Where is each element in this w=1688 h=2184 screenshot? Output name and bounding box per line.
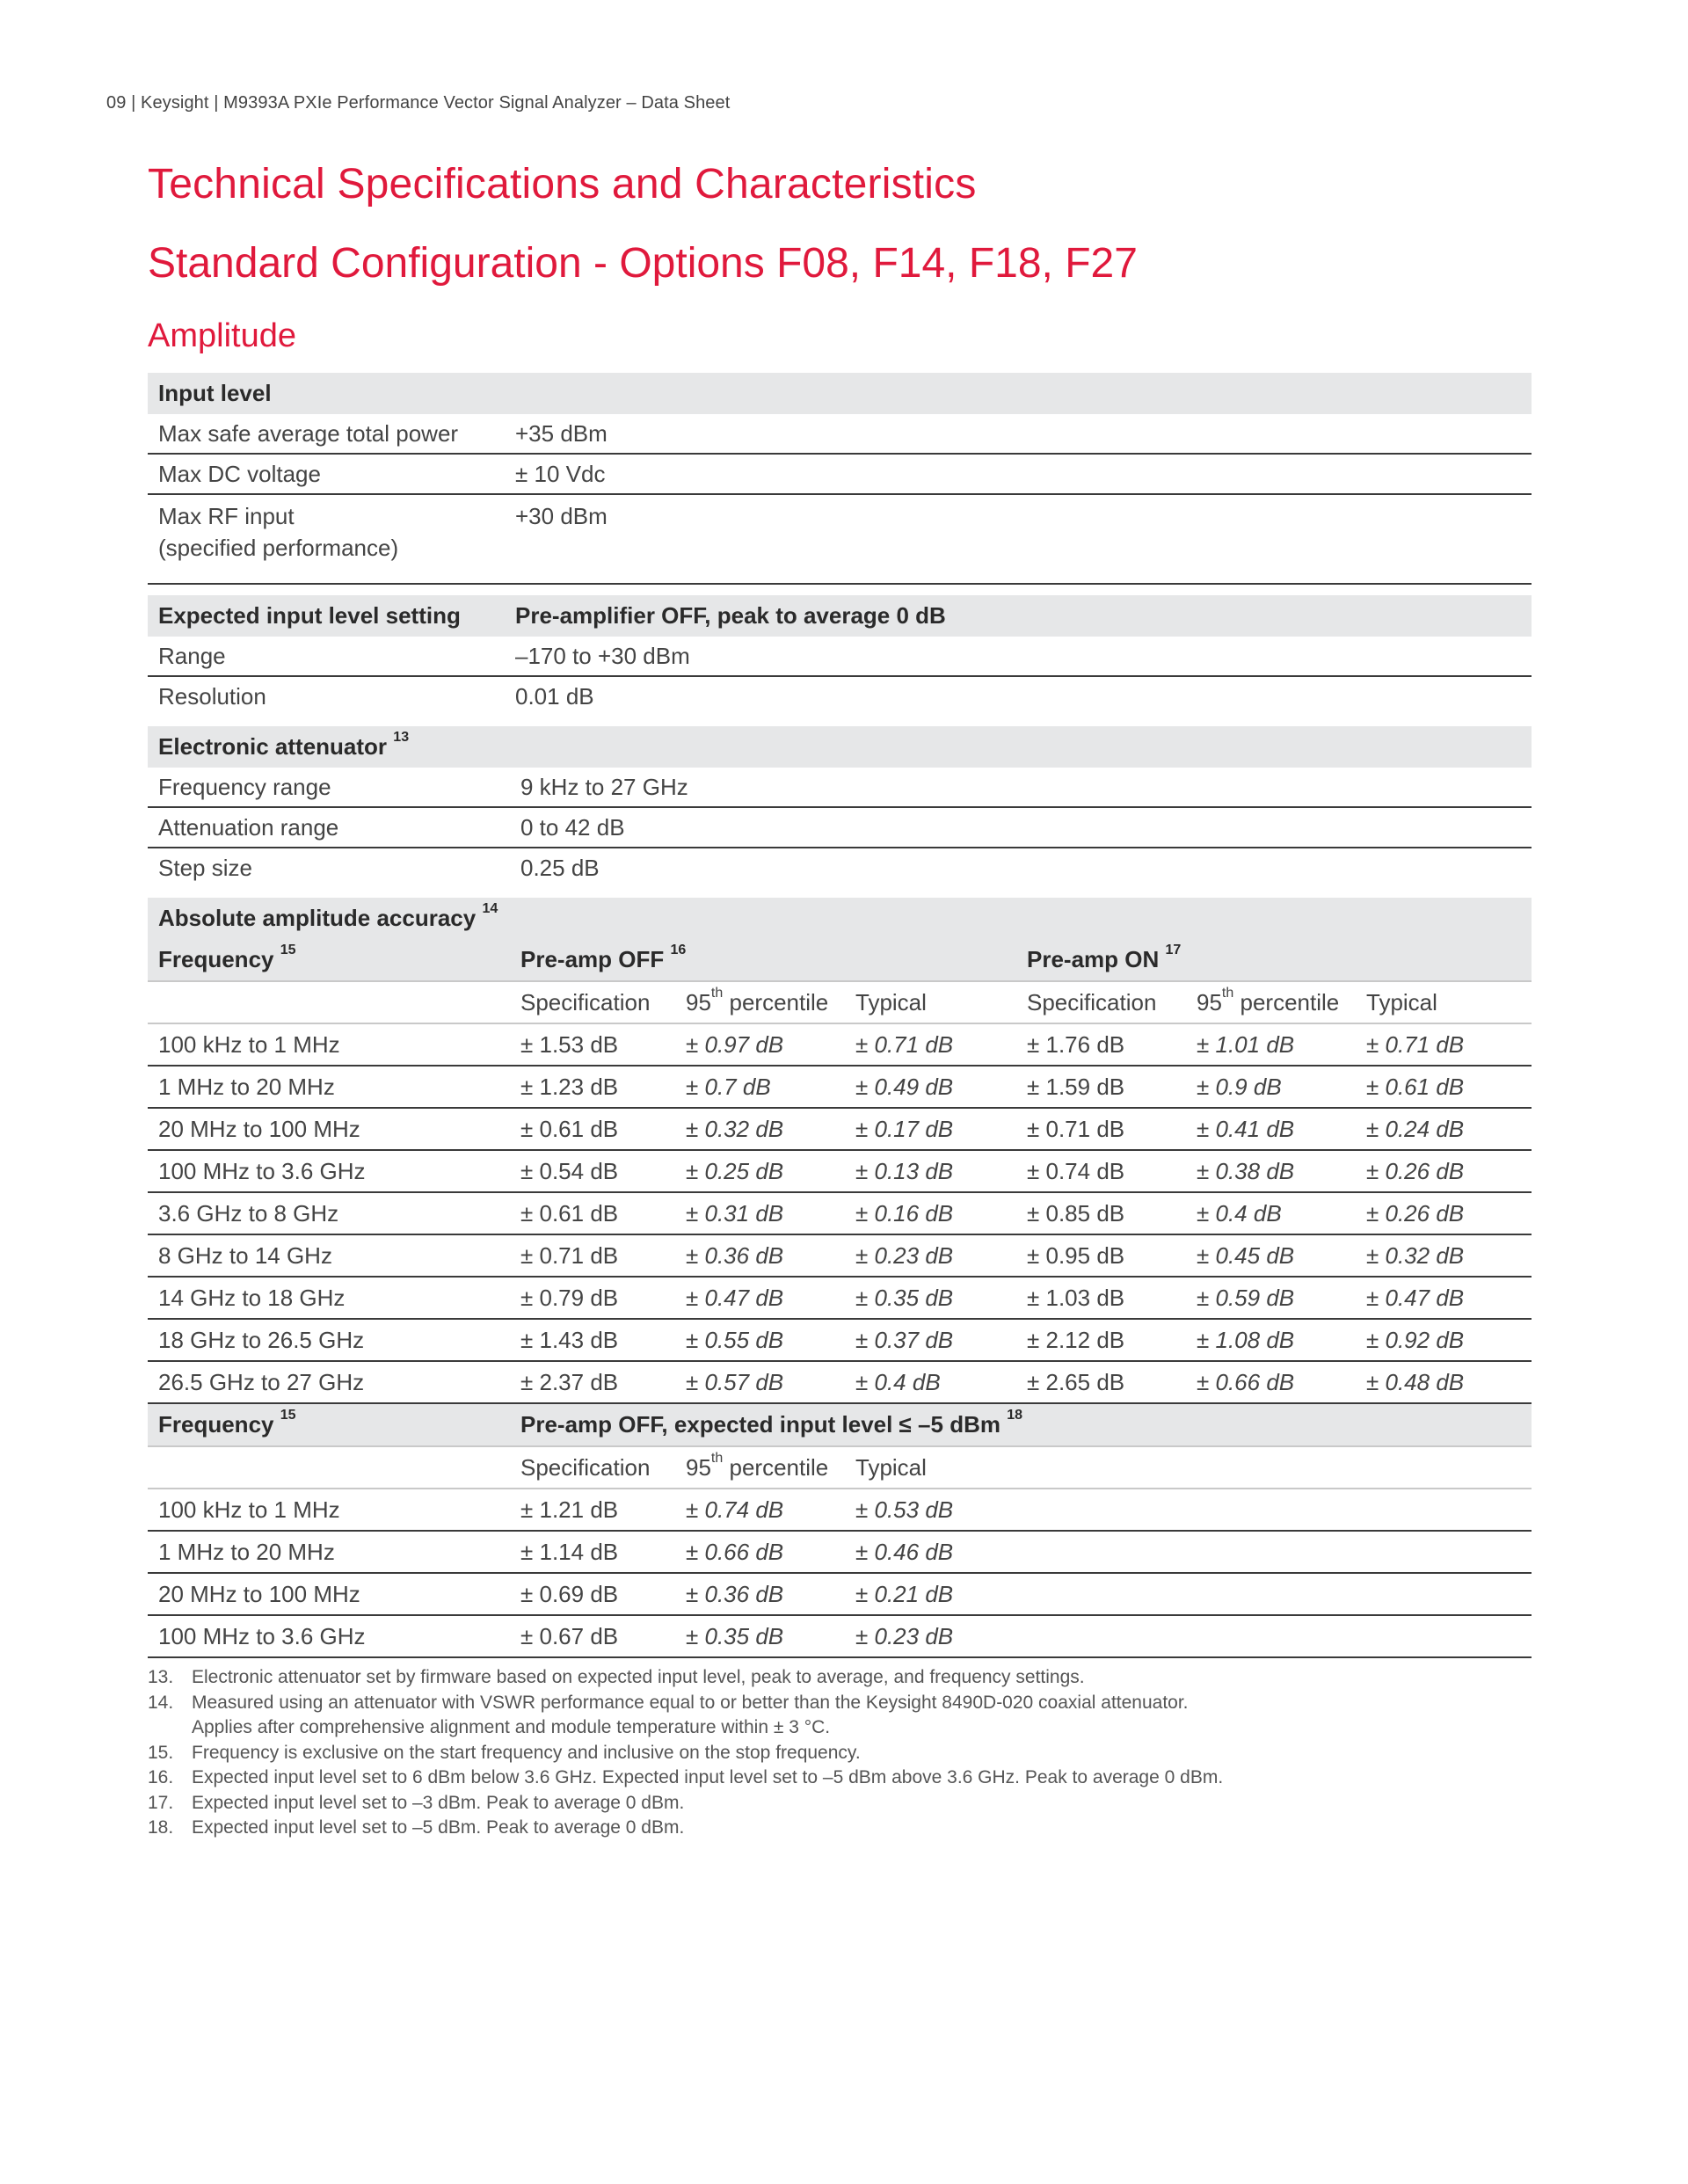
table-row xyxy=(148,414,1532,454)
col-95th-percentile: 95th percentile xyxy=(675,981,845,1023)
footnote-ref: 14 xyxy=(482,901,498,916)
table-row xyxy=(148,494,1532,584)
row-label: Frequency range xyxy=(148,768,505,807)
accuracy-header: Absolute amplitude accuracy $^{14}$ xyxy=(148,898,1532,939)
value-cell: ± 0.38 dB xyxy=(1186,1150,1356,1192)
value-cell: ± 0.79 dB xyxy=(505,1277,675,1319)
frequency-cell: 18 GHz to 26.5 GHz xyxy=(148,1319,505,1361)
table-row xyxy=(148,1234,1532,1277)
value-cell: ± 0.92 dB xyxy=(1356,1319,1532,1361)
value-cell: ± 1.59 dB xyxy=(1016,1066,1186,1108)
row-label-line: Max RF input xyxy=(158,503,295,529)
col-specification: Specification xyxy=(1016,981,1186,1023)
value-cell: ± 1.21 dB xyxy=(505,1489,675,1531)
value-cell: ± 2.65 dB xyxy=(1016,1361,1186,1403)
value-cell: ± 1.03 dB xyxy=(1016,1277,1186,1319)
value-cell: ± 1.43 dB xyxy=(505,1319,675,1361)
table-section-header xyxy=(148,898,1532,939)
table-row xyxy=(148,807,1532,848)
row-value: ± 10 Vdc xyxy=(505,454,1532,494)
accuracy-column-header xyxy=(148,1446,1532,1489)
footnote-ref: 13 xyxy=(393,730,410,745)
frequency-cell: 100 MHz to 3.6 GHz xyxy=(148,1615,505,1657)
col-typical: Typical xyxy=(1356,981,1532,1023)
accuracy-group-header xyxy=(148,939,1532,981)
row-value: –170 to +30 dBm xyxy=(505,637,1532,676)
frequency-cell: 100 MHz to 3.6 GHz xyxy=(148,1150,505,1192)
value-cell: ± 0.74 dB xyxy=(1016,1150,1186,1192)
expected-input-condition: Pre-amplifier OFF, peak to average 0 dB xyxy=(505,595,1532,637)
value-cell: ± 0.54 dB xyxy=(505,1150,675,1192)
footnote: 18. Expected input level set to –5 dBm. Peak to average 0 dBm. xyxy=(148,1817,685,1838)
value-cell: ± 0.36 dB xyxy=(675,1234,845,1277)
footnotes xyxy=(148,1665,1532,1841)
row-value: 0.25 dB xyxy=(520,854,600,881)
value-cell: ± 0.53 dB xyxy=(845,1489,1016,1531)
value-cell: ± 0.55 dB xyxy=(675,1319,845,1361)
value-cell: ± 0.71 dB xyxy=(505,1234,675,1277)
input-level-header: Input level xyxy=(148,373,1532,414)
value-cell: ± 0.36 dB xyxy=(675,1573,845,1615)
frequency-cell: 1 MHz to 20 MHz xyxy=(148,1531,505,1573)
table-section-header xyxy=(148,373,1532,414)
row-value: +30 dBm xyxy=(505,494,1532,584)
value-cell: ± 0.24 dB xyxy=(1356,1108,1532,1150)
expected-input-header: Expected input level setting xyxy=(148,595,505,637)
frequency-cell: 14 GHz to 18 GHz xyxy=(148,1277,505,1319)
value-cell: ± 0.66 dB xyxy=(1186,1361,1356,1403)
page-header: 09 | Keysight | M9393A PXIe Performance Vector Signal Analyzer – Data Sheet xyxy=(106,93,731,113)
accuracy-column-header xyxy=(148,981,1532,1023)
frequency-cell: 20 MHz to 100 MHz xyxy=(148,1573,505,1615)
value-cell: ± 0.23 dB xyxy=(845,1615,1016,1657)
table-row xyxy=(148,676,1532,716)
spec-table xyxy=(148,373,1532,1658)
value-cell: ± 0.37 dB xyxy=(845,1319,1016,1361)
table-row xyxy=(148,1192,1532,1234)
row-label: Range xyxy=(148,637,505,676)
accuracy-rows xyxy=(148,1023,1532,1403)
page-subtitle: Standard Configuration - Options F08, F14, F18, F27 xyxy=(148,240,1138,287)
col-specification: Specification xyxy=(505,981,675,1023)
table-row xyxy=(148,1277,1532,1319)
attenuator-header: Electronic attenuator $^{13}$ xyxy=(148,726,1532,768)
frequency-cell: 100 kHz to 1 MHz xyxy=(148,1023,505,1066)
table-row xyxy=(148,768,1532,807)
value-cell: ± 0.7 dB xyxy=(675,1066,845,1108)
low-input-rows xyxy=(148,1489,1532,1657)
frequency-cell: 20 MHz to 100 MHz xyxy=(148,1108,505,1150)
page-title: Technical Specifications and Characteristics xyxy=(148,161,977,207)
value-cell: ± 0.71 dB xyxy=(1356,1023,1532,1066)
value-cell: ± 0.74 dB xyxy=(675,1489,845,1531)
row-label: Attenuation range xyxy=(148,807,505,848)
frequency-cell: 26.5 GHz to 27 GHz xyxy=(148,1361,505,1403)
value-cell: ± 0.69 dB xyxy=(505,1573,675,1615)
table-row xyxy=(148,1150,1532,1192)
value-cell: ± 0.59 dB xyxy=(1186,1277,1356,1319)
value-cell: ± 0.45 dB xyxy=(1186,1234,1356,1277)
value-cell: ± 0.21 dB xyxy=(845,1573,1016,1615)
value-cell: ± 0.25 dB xyxy=(675,1150,845,1192)
section-heading: Amplitude xyxy=(148,317,296,354)
value-cell: ± 0.61 dB xyxy=(505,1192,675,1234)
col-95th-percentile: 95th percentile xyxy=(1186,981,1356,1023)
value-cell: ± 0.4 dB xyxy=(845,1361,1016,1403)
footnote: 17. Expected input level set to –3 dBm. Peak to average 0 dBm. xyxy=(148,1792,685,1813)
value-cell: ± 1.23 dB xyxy=(505,1066,675,1108)
value-cell: ± 0.71 dB xyxy=(1016,1108,1186,1150)
table-row xyxy=(148,848,1532,887)
table-row xyxy=(148,1573,1532,1615)
preamp-on-header: Pre-amp ON $^{17}$ xyxy=(1016,939,1532,981)
row-value: 0 to 42 dB xyxy=(505,807,1532,848)
value-cell: ± 0.35 dB xyxy=(675,1615,845,1657)
value-cell: ± 1.14 dB xyxy=(505,1531,675,1573)
row-value: +35 dBm xyxy=(505,414,1532,454)
table-row xyxy=(148,1615,1532,1657)
value-cell: ± 1.53 dB xyxy=(505,1023,675,1066)
value-cell: ± 0.66 dB xyxy=(675,1531,845,1573)
frequency-cell: 100 kHz to 1 MHz xyxy=(148,1489,505,1531)
row-label: Step size xyxy=(158,854,252,881)
value-cell: ± 0.97 dB xyxy=(675,1023,845,1066)
value-cell: ± 0.16 dB xyxy=(845,1192,1016,1234)
col-specification: Specification xyxy=(505,1446,675,1489)
value-cell: ± 0.32 dB xyxy=(675,1108,845,1150)
table-row xyxy=(148,454,1532,494)
col-95th-percentile: 95th percentile xyxy=(675,1446,845,1489)
low-input-header: Pre-amp OFF, expected input level ≤ –5 dBm $^{18}$ xyxy=(505,1403,1532,1446)
frequency-header: Frequency $^{15}$ xyxy=(148,939,505,981)
col-typical: Typical xyxy=(845,1446,1016,1489)
value-cell: ± 0.49 dB xyxy=(845,1066,1016,1108)
table-row xyxy=(148,637,1532,676)
value-cell: ± 0.26 dB xyxy=(1356,1192,1532,1234)
main-content xyxy=(148,158,1532,1658)
table-row xyxy=(148,1361,1532,1403)
value-cell: ± 0.67 dB xyxy=(505,1615,675,1657)
table-row xyxy=(148,1108,1532,1150)
row-value: 0.01 dB xyxy=(515,682,594,710)
table-row xyxy=(148,1531,1532,1573)
footnote: 13. Electronic attenuator set by firmware based on expected input level, peak to average, and frequency settings. xyxy=(148,1667,1085,1687)
table-section-header xyxy=(148,595,1532,637)
col-typical: Typical xyxy=(845,981,1016,1023)
row-label xyxy=(148,494,505,584)
preamp-off-header: Pre-amp OFF $^{16}$ xyxy=(505,939,1016,981)
value-cell: ± 2.37 dB xyxy=(505,1361,675,1403)
footnote: 14. Measured using an attenuator with VSWR performance equal to or better than the Keysight 8490D-020 coaxial attenuator. Applies after comprehensive alignment and module temperature within ± 3 °C. xyxy=(148,1692,1189,1737)
value-cell: ± 0.31 dB xyxy=(675,1192,845,1234)
footnote: 16. Expected input level set to 6 dBm below 3.6 GHz. Expected input level set to –5 dBm above 3.6 GHz. Peak to average 0 dBm. xyxy=(148,1767,1224,1787)
value-cell: ± 2.12 dB xyxy=(1016,1319,1186,1361)
row-value: 9 kHz to 27 GHz xyxy=(505,768,1532,807)
value-cell: ± 1.76 dB xyxy=(1016,1023,1186,1066)
frequency-cell: 8 GHz to 14 GHz xyxy=(148,1234,505,1277)
value-cell: ± 0.61 dB xyxy=(505,1108,675,1150)
value-cell: ± 0.41 dB xyxy=(1186,1108,1356,1150)
value-cell: ± 0.32 dB xyxy=(1356,1234,1532,1277)
value-cell: ± 0.23 dB xyxy=(845,1234,1016,1277)
value-cell: ± 0.61 dB xyxy=(1356,1066,1532,1108)
value-cell: ± 1.01 dB xyxy=(1186,1023,1356,1066)
value-cell: ± 0.9 dB xyxy=(1186,1066,1356,1108)
value-cell: ± 0.71 dB xyxy=(845,1023,1016,1066)
value-cell: ± 0.26 dB xyxy=(1356,1150,1532,1192)
frequency-cell: 3.6 GHz to 8 GHz xyxy=(148,1192,505,1234)
row-label: Max DC voltage xyxy=(148,454,505,494)
value-cell: ± 0.57 dB xyxy=(675,1361,845,1403)
value-cell: ± 0.47 dB xyxy=(1356,1277,1532,1319)
value-cell: ± 0.48 dB xyxy=(1356,1361,1532,1403)
accuracy-group-header xyxy=(148,1403,1532,1446)
value-cell: ± 0.95 dB xyxy=(1016,1234,1186,1277)
table-row xyxy=(148,1489,1532,1531)
frequency-cell: 1 MHz to 20 MHz xyxy=(148,1066,505,1108)
value-cell: ± 0.13 dB xyxy=(845,1150,1016,1192)
value-cell: ± 0.4 dB xyxy=(1186,1192,1356,1234)
value-cell: ± 0.46 dB xyxy=(845,1531,1016,1573)
row-label: Max safe average total power xyxy=(148,414,505,454)
value-cell: ± 0.47 dB xyxy=(675,1277,845,1319)
value-cell: ± 0.35 dB xyxy=(845,1277,1016,1319)
footnote: 15. Frequency is exclusive on the start frequency and inclusive on the stop frequency. xyxy=(148,1742,861,1763)
frequency-header: Frequency $^{15}$ xyxy=(148,1403,505,1446)
value-cell: ± 1.08 dB xyxy=(1186,1319,1356,1361)
table-row xyxy=(148,1066,1532,1108)
table-section-header xyxy=(148,726,1532,768)
row-label: Resolution xyxy=(158,682,266,710)
value-cell: ± 0.85 dB xyxy=(1016,1192,1186,1234)
row-label-line: (specified performance) xyxy=(158,535,399,561)
table-row xyxy=(148,1319,1532,1361)
value-cell: ± 0.17 dB xyxy=(845,1108,1016,1150)
table-row xyxy=(148,1023,1532,1066)
